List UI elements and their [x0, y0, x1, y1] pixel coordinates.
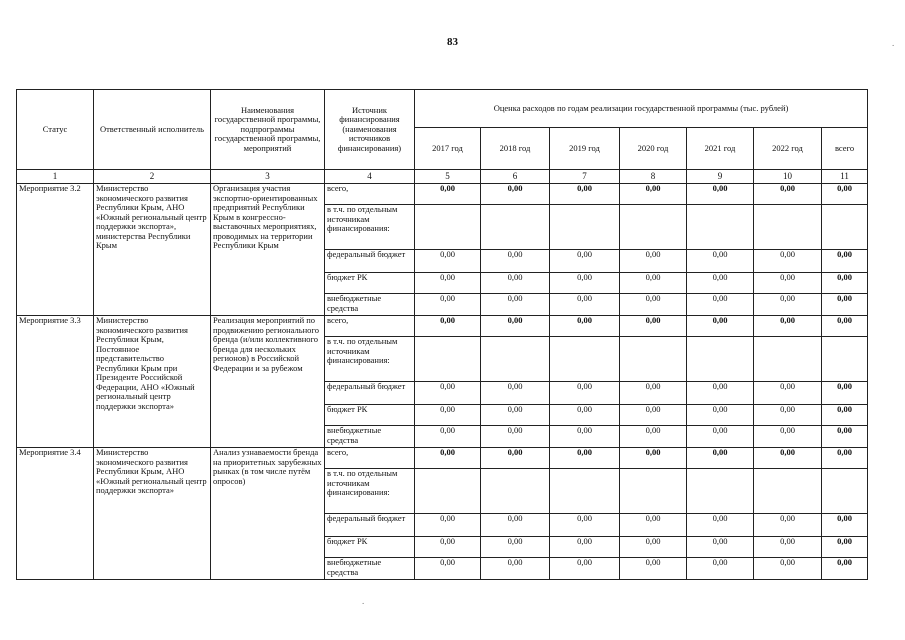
- value-cell: 0,00: [415, 514, 481, 537]
- value-cell: [550, 205, 620, 250]
- value-cell: 0,00: [415, 273, 481, 294]
- value-cell: 0,00: [550, 184, 620, 205]
- value-cell: [415, 205, 481, 250]
- value-cell: 0,00: [687, 514, 754, 537]
- budget-table-body: [17, 184, 868, 580]
- value-cell: 0,00: [550, 316, 620, 337]
- value-cell: 0,00: [754, 250, 822, 273]
- table-row: [17, 448, 868, 469]
- source-cell: федеральный бюджет: [325, 382, 415, 405]
- value-cell: [415, 337, 481, 382]
- source-cell: в т.ч. по отдельным источникам финансирования:: [325, 205, 415, 250]
- header-year: 2022 год: [754, 128, 822, 170]
- value-cell: 0,00: [620, 184, 687, 205]
- value-cell: 0,00: [550, 537, 620, 558]
- value-cell: 0,00: [481, 426, 550, 448]
- executor-cell: Министерство экономического развития Республики Крым, АНО «Южный региональный центр поддержки экспорта», министерства Республики Крым: [94, 184, 211, 316]
- value-cell: 0,00: [687, 273, 754, 294]
- value-cell: [620, 205, 687, 250]
- status-cell: Мероприятие 3.4: [17, 448, 94, 580]
- header-year: 2021 год: [687, 128, 754, 170]
- value-cell: 0,00: [687, 405, 754, 426]
- value-cell: 0,00: [687, 250, 754, 273]
- value-cell: [620, 337, 687, 382]
- value-cell: 0,00: [415, 250, 481, 273]
- value-total-cell: 0,00: [822, 273, 868, 294]
- value-cell: 0,00: [754, 382, 822, 405]
- value-cell: 0,00: [550, 426, 620, 448]
- value-cell: 0,00: [687, 537, 754, 558]
- value-cell: 0,00: [754, 316, 822, 337]
- value-cell: 0,00: [620, 382, 687, 405]
- column-number: 9: [687, 170, 754, 184]
- value-cell: 0,00: [620, 405, 687, 426]
- value-cell: 0,00: [550, 558, 620, 580]
- value-cell: [754, 469, 822, 514]
- value-cell: [687, 337, 754, 382]
- source-cell: внебюджетные средства: [325, 558, 415, 580]
- value-cell: 0,00: [481, 316, 550, 337]
- value-total-cell: 0,00: [822, 537, 868, 558]
- header-year-total: всего: [822, 128, 868, 170]
- value-total-cell: [822, 337, 868, 382]
- value-cell: 0,00: [620, 537, 687, 558]
- value-cell: 0,00: [481, 250, 550, 273]
- source-cell: внебюджетные средства: [325, 294, 415, 316]
- source-cell: в т.ч. по отдельным источникам финансирования:: [325, 469, 415, 514]
- value-cell: 0,00: [415, 382, 481, 405]
- column-number: 8: [620, 170, 687, 184]
- page-number: 83: [447, 36, 458, 48]
- value-total-cell: 0,00: [822, 382, 868, 405]
- value-cell: 0,00: [550, 250, 620, 273]
- source-cell: всего,: [325, 184, 415, 205]
- bottom-mark: .: [362, 596, 365, 606]
- table-row: [17, 316, 868, 337]
- value-cell: 0,00: [415, 405, 481, 426]
- source-cell: внебюджетные средства: [325, 426, 415, 448]
- value-cell: 0,00: [754, 448, 822, 469]
- value-cell: 0,00: [415, 294, 481, 316]
- status-cell: Мероприятие 3.3: [17, 316, 94, 448]
- executor-cell: Министерство экономического развития Республики Крым, Постоянное представительство Республики Крым при Президенте Российской Федерации, АНО «Южный региональный центр поддержки экспорта»: [94, 316, 211, 448]
- value-cell: 0,00: [754, 294, 822, 316]
- value-cell: 0,00: [550, 514, 620, 537]
- source-cell: бюджет РК: [325, 537, 415, 558]
- value-cell: [550, 337, 620, 382]
- edge-mark: .: [892, 38, 895, 48]
- value-cell: 0,00: [754, 537, 822, 558]
- value-cell: 0,00: [481, 273, 550, 294]
- value-total-cell: 0,00: [822, 514, 868, 537]
- value-cell: 0,00: [550, 273, 620, 294]
- value-total-cell: 0,00: [822, 294, 868, 316]
- source-cell: всего,: [325, 448, 415, 469]
- source-cell: в т.ч. по отдельным источникам финансирования:: [325, 337, 415, 382]
- value-cell: 0,00: [687, 184, 754, 205]
- header-year: 2018 год: [481, 128, 550, 170]
- value-cell: [687, 469, 754, 514]
- header-executor: Ответственный исполнитель: [94, 90, 211, 170]
- value-cell: 0,00: [687, 316, 754, 337]
- value-cell: 0,00: [415, 448, 481, 469]
- header-name: Наименования государственной программы, подпрограммы государственной программы, мероприятий: [211, 90, 325, 170]
- value-cell: 0,00: [481, 184, 550, 205]
- value-cell: 0,00: [620, 448, 687, 469]
- value-cell: 0,00: [415, 184, 481, 205]
- value-cell: 0,00: [481, 405, 550, 426]
- value-cell: 0,00: [687, 294, 754, 316]
- source-cell: всего,: [325, 316, 415, 337]
- value-total-cell: 0,00: [822, 405, 868, 426]
- column-number: 4: [325, 170, 415, 184]
- value-cell: 0,00: [620, 558, 687, 580]
- header-year: 2019 год: [550, 128, 620, 170]
- value-cell: 0,00: [550, 448, 620, 469]
- value-cell: 0,00: [481, 294, 550, 316]
- value-cell: 0,00: [620, 250, 687, 273]
- value-total-cell: 0,00: [822, 426, 868, 448]
- value-cell: 0,00: [481, 514, 550, 537]
- header-source: Источник финансирования (наименования источников финансирования): [325, 90, 415, 170]
- value-cell: 0,00: [415, 316, 481, 337]
- value-cell: 0,00: [550, 294, 620, 316]
- value-cell: [620, 469, 687, 514]
- value-cell: 0,00: [687, 558, 754, 580]
- source-cell: бюджет РК: [325, 273, 415, 294]
- value-cell: [481, 337, 550, 382]
- executor-cell: Министерство экономического развития Республики Крым, АНО «Южный региональный центр поддержки экспорта»: [94, 448, 211, 580]
- value-cell: 0,00: [687, 426, 754, 448]
- value-cell: 0,00: [620, 294, 687, 316]
- value-cell: 0,00: [754, 426, 822, 448]
- value-cell: [754, 205, 822, 250]
- status-cell: Мероприятие 3.2: [17, 184, 94, 316]
- value-cell: [481, 469, 550, 514]
- value-total-cell: 0,00: [822, 316, 868, 337]
- column-number: 2: [94, 170, 211, 184]
- measure-name-cell: Реализация мероприятий по продвижению регионального бренда (и/или коллективного бренда для нескольких регионов) в Российской Федерации и за рубежом: [211, 316, 325, 448]
- source-cell: федеральный бюджет: [325, 514, 415, 537]
- header-year: 2020 год: [620, 128, 687, 170]
- value-cell: 0,00: [754, 558, 822, 580]
- value-total-cell: 0,00: [822, 184, 868, 205]
- value-cell: 0,00: [550, 382, 620, 405]
- column-number: 10: [754, 170, 822, 184]
- column-number: 5: [415, 170, 481, 184]
- value-cell: 0,00: [687, 448, 754, 469]
- column-number: 6: [481, 170, 550, 184]
- source-cell: бюджет РК: [325, 405, 415, 426]
- value-cell: 0,00: [620, 426, 687, 448]
- value-cell: 0,00: [754, 405, 822, 426]
- value-cell: 0,00: [620, 273, 687, 294]
- value-cell: 0,00: [415, 537, 481, 558]
- value-cell: 0,00: [415, 558, 481, 580]
- header-estimate: Оценка расходов по годам реализации государственной программы (тыс. рублей): [415, 90, 868, 128]
- value-cell: 0,00: [550, 405, 620, 426]
- column-number: 3: [211, 170, 325, 184]
- value-total-cell: 0,00: [822, 250, 868, 273]
- value-cell: 0,00: [754, 184, 822, 205]
- header-year: 2017 год: [415, 128, 481, 170]
- value-cell: [481, 205, 550, 250]
- value-cell: 0,00: [481, 382, 550, 405]
- value-cell: 0,00: [415, 426, 481, 448]
- column-number-row: [17, 170, 868, 184]
- column-number: 11: [822, 170, 868, 184]
- value-cell: [754, 337, 822, 382]
- table-row: [17, 184, 868, 205]
- value-total-cell: [822, 205, 868, 250]
- source-cell: федеральный бюджет: [325, 250, 415, 273]
- value-cell: 0,00: [481, 448, 550, 469]
- value-total-cell: 0,00: [822, 558, 868, 580]
- value-cell: [687, 205, 754, 250]
- measure-name-cell: Анализ узнаваемости бренда на приоритетных зарубежных рынках (в том числе путём опросов): [211, 448, 325, 580]
- value-cell: [415, 469, 481, 514]
- column-number: 1: [17, 170, 94, 184]
- value-cell: 0,00: [754, 514, 822, 537]
- value-cell: [550, 469, 620, 514]
- header-row-top: [17, 90, 868, 128]
- value-cell: 0,00: [754, 273, 822, 294]
- budget-table: [16, 89, 868, 580]
- value-cell: 0,00: [481, 558, 550, 580]
- column-number: 7: [550, 170, 620, 184]
- measure-name-cell: Организация участия экспортно-ориентированных предприятий Республики Крым в конгрессно-выставочных мероприятиях, проводимых на территории Республики Крым: [211, 184, 325, 316]
- value-total-cell: [822, 469, 868, 514]
- value-cell: 0,00: [620, 514, 687, 537]
- header-status: Статус: [17, 90, 94, 170]
- value-cell: 0,00: [481, 537, 550, 558]
- value-cell: 0,00: [687, 382, 754, 405]
- value-cell: 0,00: [620, 316, 687, 337]
- value-total-cell: 0,00: [822, 448, 868, 469]
